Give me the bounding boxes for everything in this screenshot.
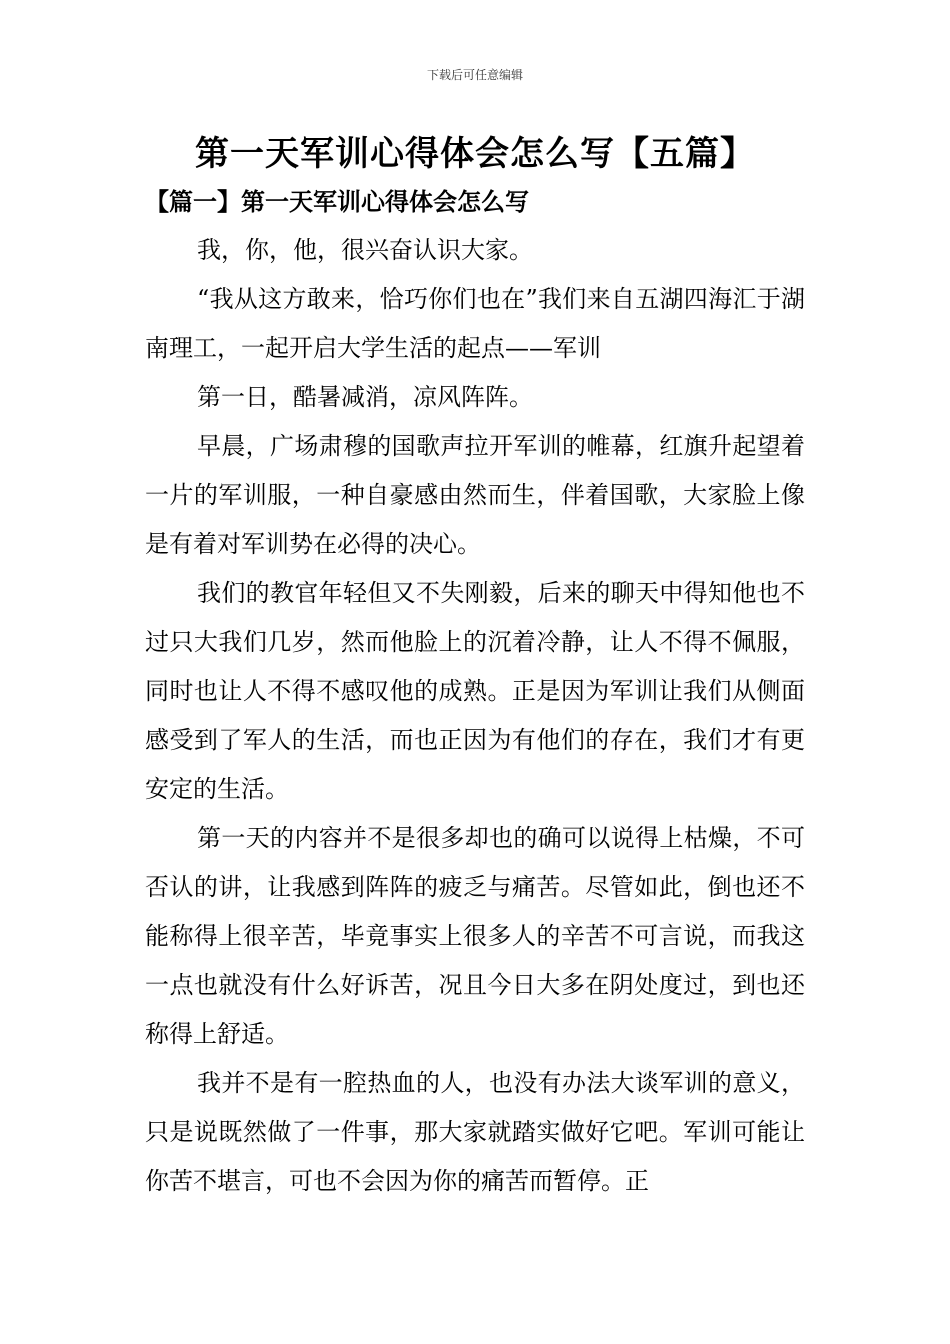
paragraph: “我从这方敢来，恰巧你们也在”我们来自五湖四海汇于湖南理工，一起开启大学生活的起点——军训 xyxy=(145,285,805,362)
paragraph: 我们的教官年轻但又不失刚毅，后来的聊天中得知他也不过只大我们几岁，然而他脸上的沉着冷静，让人不得不佩服，同时也让人不得不感叹他的成熟。正是因为军训让我们从侧面感受到了军人的生活，而也正因为有他们的存在，我们才有更安定的生活。 xyxy=(145,579,805,803)
paragraph: 第一天的内容并不是很多却也的确可以说得上枯燥，不可否认的讲，让我感到阵阵的疲乏与痛苦。尽管如此，倒也还不能称得上很辛苦，毕竟事实上很多人的辛苦不可言说，而我这一点也就没有什么好诉苦，况且今日大多在阴处度过，到也还称得上舒适。 xyxy=(145,824,805,1048)
header-note: 下载后可任意编辑 xyxy=(426,68,523,82)
section-heading: 【篇一】第一天军训心得体会怎么写 xyxy=(145,187,529,216)
paragraph: 我，你，他，很兴奋认识大家。 xyxy=(197,236,533,264)
paragraph: 早晨，广场肃穆的国歌声拉开军训的帷幕，红旗升起望着一片的军训服，一种自豪感由然而生，伴着国歌，大家脸上像是有着对军训势在必得的决心。 xyxy=(145,432,805,558)
document-title: 第一天军训心得体会怎么写【五篇】 xyxy=(195,134,755,174)
document-body xyxy=(145,226,805,1206)
paragraph: 第一日，酷暑减消，凉风阵阵。 xyxy=(197,383,533,411)
paragraph: 我并不是有一腔热血的人，也没有办法大谈军训的意义，只是说既然做了一件事，那大家就踏实做好它吧。军训可能让你苦不堪言，可也不会因为你的痛苦而暂停。正 xyxy=(145,1069,805,1195)
